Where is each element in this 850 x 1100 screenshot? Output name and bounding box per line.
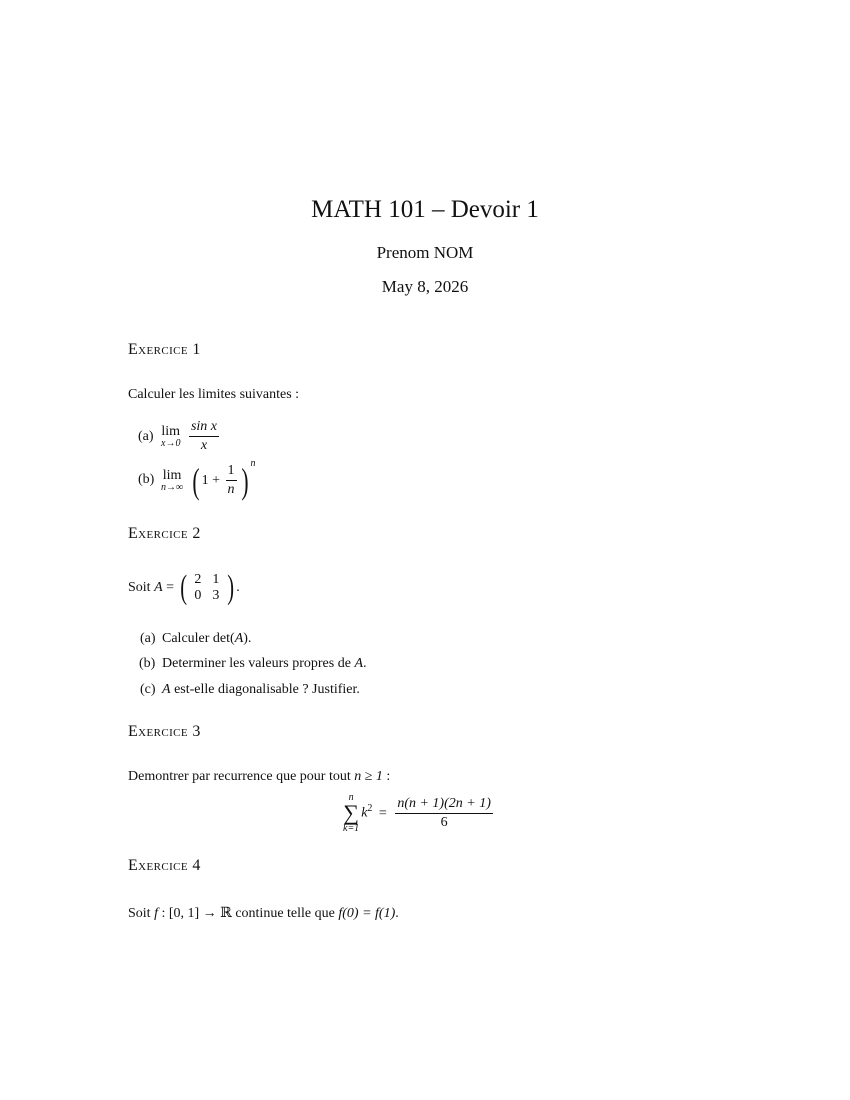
document-title: MATH 101 – Devoir 1 [311, 196, 539, 223]
matrix-a: ( 2 1 0 3 ) [179, 569, 234, 606]
exercise-2-item-a-label: (a) [140, 631, 156, 646]
document-author: Prenom NOM [376, 243, 474, 262]
exercise-3-formula: n ∑ k=1 $k^2$ = $\frac{n(n + 1)(2n + 1)}{6}$ [343, 792, 491, 834]
fraction: $\frac{n(n + 1)(2n + 1)}{6}$ [397, 796, 491, 830]
exponent: n [250, 458, 256, 469]
exercise-2-item-c-label: (c) [140, 682, 156, 697]
exercise-4-heading: Exercice 4 [128, 857, 201, 874]
right-paren: ) [240, 460, 249, 501]
exercise-2-item-c-text: A est-elle diagonalisable ? Justifier. [162, 682, 360, 697]
limit-operator: lim x→0 [161, 423, 181, 449]
exercise-2-intro: Soit A = ( 2 1 0 3 ) . [128, 569, 240, 606]
exercise-2-item-a-text: Calculer det(A). [162, 631, 252, 646]
summation: n ∑ k=1 [343, 792, 360, 834]
exercise-1-heading: Exercice 1 [128, 341, 201, 358]
exercise-2-item-b-text: Determiner les valeurs propres de A. [162, 656, 367, 671]
limit-operator: lim n→∞ [161, 467, 184, 493]
one-plus: 1 + [201, 473, 221, 488]
exercise-2-item-b-label: (b) [139, 656, 156, 671]
left-paren: ( [192, 460, 200, 501]
exercise-4-text: Soit f : [0, 1] → ℝ continue telle que f(0) = f(1). [128, 906, 399, 921]
fraction: $\frac{1}{n}$ [227, 463, 235, 498]
exercise-3-heading: Exercice 3 [128, 723, 201, 740]
exercise-1-item-b-expression [161, 458, 256, 499]
exercise-2-heading: Exercice 2 [128, 525, 201, 542]
document-date: May 8, 2026 [381, 277, 469, 296]
exercise-1-intro: Calculer les limites suivantes : [128, 387, 300, 402]
exercise-3-intro: Demontrer par recurrence que pour tout n ≥ 1 : [128, 769, 391, 784]
fraction: $\frac{\text{sin x}}{x}$ [190, 419, 218, 453]
exercise-1-item-a-label: (a) [138, 429, 154, 444]
exercise-1-item-a-expression [161, 419, 221, 454]
exercise-1-item-b-label: (b) [138, 472, 155, 487]
